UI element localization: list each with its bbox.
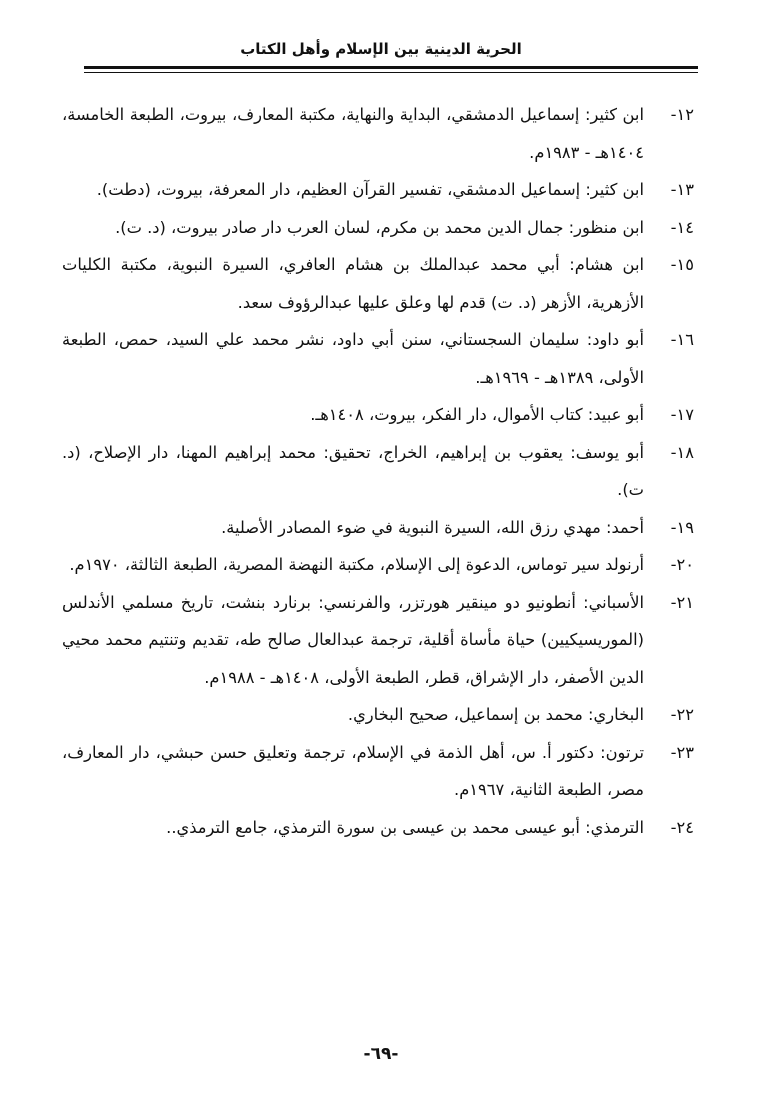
reference-item xyxy=(62,696,694,734)
reference-text: أبو عبيد: كتاب الأموال، دار الفكر، بيروت، ١٤٠٨هـ. xyxy=(310,405,644,424)
reference-text: ابن كثير: إسماعيل الدمشقي، البداية والنهاية، مكتبة المعارف، بيروت، الطبعة الخامسة، ١٤٠٤هـ - ١٩٨٣م. xyxy=(62,105,644,162)
reference-number: ١٦- xyxy=(670,330,694,349)
reference-number: ١٧- xyxy=(670,405,694,424)
reference-text: الترمذي: أبو عيسى محمد بن عيسى بن سورة الترمذي، جامع الترمذي.. xyxy=(166,817,644,837)
reference-number: ٢٣- xyxy=(670,742,694,762)
reference-item xyxy=(62,171,694,209)
reference-text: أبو داود: سليمان السجستاني، سنن أبي داود، نشر محمد علي السيد، حمص، الطبعة الأولى، ١٣٨٩هـ - ١٩٦٩هـ. xyxy=(62,330,644,387)
reference-list xyxy=(62,96,694,846)
reference-item xyxy=(62,809,694,847)
reference-item xyxy=(62,96,694,171)
reference-item xyxy=(62,734,694,809)
reference-text: أحمد: مهدي رزق الله، السيرة النبوية في ضوء المصادر الأصلية. xyxy=(221,517,644,537)
page-number: -٦٩- xyxy=(363,1044,399,1064)
reference-item xyxy=(62,396,694,434)
reference-number: ٢٢- xyxy=(670,705,694,724)
reference-number: ١٩- xyxy=(670,517,694,537)
reference-item xyxy=(62,321,694,396)
reference-number: ٢١- xyxy=(670,592,694,612)
reference-number: ٢٤- xyxy=(670,817,694,837)
reference-text: أرنولد سير توماس، الدعوة إلى الإسلام، مكتبة النهضة المصرية، الطبعة الثالثة، ١٩٧٠م. xyxy=(69,555,644,574)
reference-number: ١٥- xyxy=(670,255,694,274)
reference-number: ٢٠- xyxy=(670,555,694,574)
reference-number: ١٣- xyxy=(670,180,694,199)
reference-text: ابن كثير: إسماعيل الدمشقي، تفسير القرآن العظيم، دار المعرفة، بيروت، (دطت). xyxy=(96,180,644,199)
reference-item xyxy=(62,509,694,547)
reference-text: أبو يوسف: يعقوب بن إبراهيم، الخراج، تحقيق: محمد إبراهيم المهنا، دار الإصلاح، (د. ت). xyxy=(62,442,644,499)
reference-text: الأسباني: أنطونيو دو مينقير هورتزر، والفرنسي: برنارد بنشت، تاريخ مسلمي الأندلس (الموريسيكيين) حياة مأساة أقلية، ترجمة عبدالعال صالح طه، تقديم وتنتيم محمد محيي الدين الأصفر، دار الإشراق، قطر، الطبعة الأولى، ١٤٠٨هـ - ١٩٨٨م. xyxy=(62,592,644,687)
header-rule-thin xyxy=(84,72,698,73)
reference-text: ترتون: دكتور أ. س، أهل الذمة في الإسلام، ترجمة وتعليق حسن حبشي، دار المعارف، مصر، الطبعة الثانية، ١٩٦٧م. xyxy=(62,742,644,799)
reference-text: ابن منظور: جمال الدين محمد بن مكرم، لسان العرب دار صادر بيروت، (د. ت). xyxy=(115,217,644,237)
reference-number: ١٢- xyxy=(670,105,694,124)
reference-text: البخاري: محمد بن إسماعيل، صحيح البخاري. xyxy=(347,705,644,724)
reference-text: ابن هشام: أبي محمد عبدالملك بن هشام العافري، السيرة النبوية، مكتبة الكليات الأزهرية، الأزهر (د. ت) قدم لها وعلق عليها عبدالرؤوف سعد. xyxy=(62,255,644,312)
header-rule-thick xyxy=(84,66,698,69)
reference-number: ١٨- xyxy=(670,442,694,462)
reference-item xyxy=(62,209,694,247)
reference-number: ١٤- xyxy=(670,217,694,237)
reference-item xyxy=(62,584,694,697)
reference-item xyxy=(62,246,694,321)
running-header-title: الحرية الدينية بين الإسلام وأهل الكتاب xyxy=(240,40,522,58)
reference-item xyxy=(62,546,694,584)
reference-item xyxy=(62,434,694,509)
